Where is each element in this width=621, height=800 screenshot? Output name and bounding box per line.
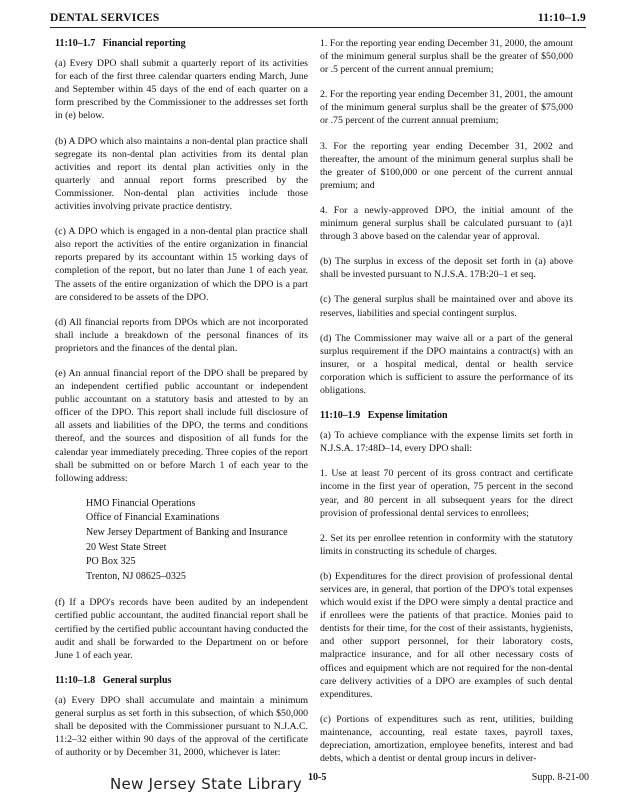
section-heading-1-7 (55, 37, 308, 50)
paragraph-1-8-d: (d) The Commissioner may waive all or a part of the general surplus requirement if the DPO maintains a contract(s) with an insurer, or a hospital medical, dental or health service corporation which is sufficient to assure the performance of its obligations. (320, 332, 573, 396)
header-title: DENTAL SERVICES (50, 12, 160, 24)
section-number: 11:10–1.9 (320, 410, 361, 422)
section-heading-1-9 (320, 409, 573, 422)
paragraph-1-8-c: (c) The general surplus shall be maintained over and above its reserves, liabilities and special contingent surplus. (320, 294, 573, 319)
paragraph-1-7-b: (b) A DPO which also maintains a non-dental plan practice shall segregate its non-dental plan activities from its dental plan activities and report its dental plan activities only in the quarterly and annual report forms prescribed by the Commissioner. Non-dental plan activities include those activities involving private practice dentistry. (55, 135, 308, 213)
paragraph-1-9-b: (b) Expenditures for the direct provision of professional dental services are, in general, that portion of the DPO's total expenses which would exist if the DPO were simply a dental practice and if enrollees were the patients of that practice. Monies paid to dentists for their time, for the cost of their assistants, hygienists, and other support personnel, for their laboratory costs, malpractice insurance, and for all other necessary costs of offices and equipment which are not required for the non-dental care delivery activities of a DPO are examples of such dental expenditures. (320, 570, 573, 700)
address-line: New Jersey Department of Banking and Insurance (86, 527, 288, 538)
paragraph-1-8-a: (a) Every DPO shall accumulate and maintain a minimum general surplus as set forth in this subsection, of which $50,000 shall be deposited with the Commissioner pursuant to N.J.A.C. 11:2–32 either within 90 days of the approval of the certificate of authority or by December 31, 2000, whichever is later: (55, 694, 308, 759)
section-title: General surplus (102, 674, 172, 686)
paragraph-1-9-c: (c) Portions of expenditures such as rent, utilities, building maintenance, accounting, real estate taxes, payroll taxes, depreciation, amortization, employee benefits, interest and bad debts, which a dentist or dental group incurs in deliver- (320, 713, 573, 765)
paragraph-1-7-a: (a) Every DPO shall submit a quarterly report of its activities for each of the first three calendar quarters ending March, June and September within 45 days of the end of each quarter on a form prescribed by the Commissioner to the addresses set forth in (e) below. (55, 58, 308, 122)
paragraph-1-7-c: (c) A DPO which is engaged in a non-dental plan practice shall also report the activities of the entire organization in financial reports prepared by its accountant within 15 working days of completion of the report, but no later than June 1 of each year. The assets of the entire organization of which the DPO is a part are considered to be assets of the DPO. (55, 226, 308, 303)
address-line: Office of Financial Examinations (86, 512, 220, 524)
list-item-2: 2. Set its per enrollee retention in conformity with the statutory limits in constructing its schedule of charges. (320, 532, 573, 557)
library-stamp: New Jersey State Library (110, 775, 303, 793)
section-heading-1-8 (55, 674, 308, 687)
left-column (55, 37, 308, 771)
address-line: Trenton, NJ 08625–0325 (86, 570, 186, 582)
address-line: HMO Financial Operations (86, 497, 196, 509)
list-item-1: 1. For the reporting year ending December 31, 2000, the amount of the minimum general surplus shall be the greater of $50,000 or .5 percent of the current annual premium; (320, 38, 573, 76)
section-title: Financial reporting (102, 38, 186, 49)
page-number: 10-5 (308, 772, 327, 783)
supplement-date: Supp. 8-21-00 (531, 772, 589, 783)
header-rule (50, 27, 586, 28)
header-section-number: 11:10–1.9 (537, 12, 586, 24)
running-header (50, 12, 586, 24)
list-item-2: 2. For the reporting year ending December 31, 2001, the amount of the minimum general surplus shall be the greater of $75,000 or .75 percent of the current annual premium; (320, 89, 573, 127)
paragraph-1-8-b: (b) The surplus in excess of the deposit set forth in (a) above shall be invested pursuant to N.J.S.A. 17B:20–1 et seq. (320, 256, 573, 281)
section-title: Expense limitation (367, 410, 448, 422)
mailing-address (86, 497, 308, 585)
list-item-3: 3. For the reporting year ending December 31, 2002 and thereafter, the amount of the minimum general surplus shall be the greater of $100,000 or one percent of the current annual premium; and (320, 140, 573, 191)
paragraph-1-9-a: (a) To achieve compliance with the expense limits set forth in N.J.S.A. 17:48D–14, every DPO shall: (320, 430, 573, 455)
section-number: 11:10–1.8 (55, 674, 96, 686)
paragraph-1-7-f: (f) If a DPO's records have been audited by an independent certified public accountant, the audited financial report shall be certified by the certified public accountant having conducted the audit and shall be forwarded to the Department on or before June 1 of each year. (55, 597, 308, 661)
address-line: 20 West State Street (86, 541, 167, 553)
paragraph-1-7-d: (d) All financial reports from DPOs which are not incorporated shall include a breakdown of the personal finances of its proprietors and the finances of the dental plan. (55, 316, 308, 354)
list-item-4: 4. For a newly-approved DPO, the initial amount of the minimum general surplus shall be calculated pursuant to (a)1 through 3 above based on the calendar year of approval. (320, 204, 573, 243)
right-column (320, 37, 573, 777)
address-line: PO Box 325 (86, 556, 136, 568)
section-number: 11:10–1.7 (55, 38, 96, 49)
paragraph-1-7-e: (e) An annual financial report of the DPO shall be prepared by an independent certified public accountant or independent public accountant on a statutory basis and attested to by an officer of the DPO. This report shall include full disclosure of all assets and liabilities of the DPO, the terms and conditions thereof, and the sources and disposition of all funds for the calendar year immediately preceding. Three copies of the report shall be submitted on or before March 1 of each year to the following address: (55, 367, 308, 484)
list-item-1: 1. Use at least 70 percent of its gross contract and certificate income in the first year of operation, 75 percent in the second year, and 80 percent in all subsequent years for the direct provision of professional dental services to enrollees; (320, 468, 573, 519)
